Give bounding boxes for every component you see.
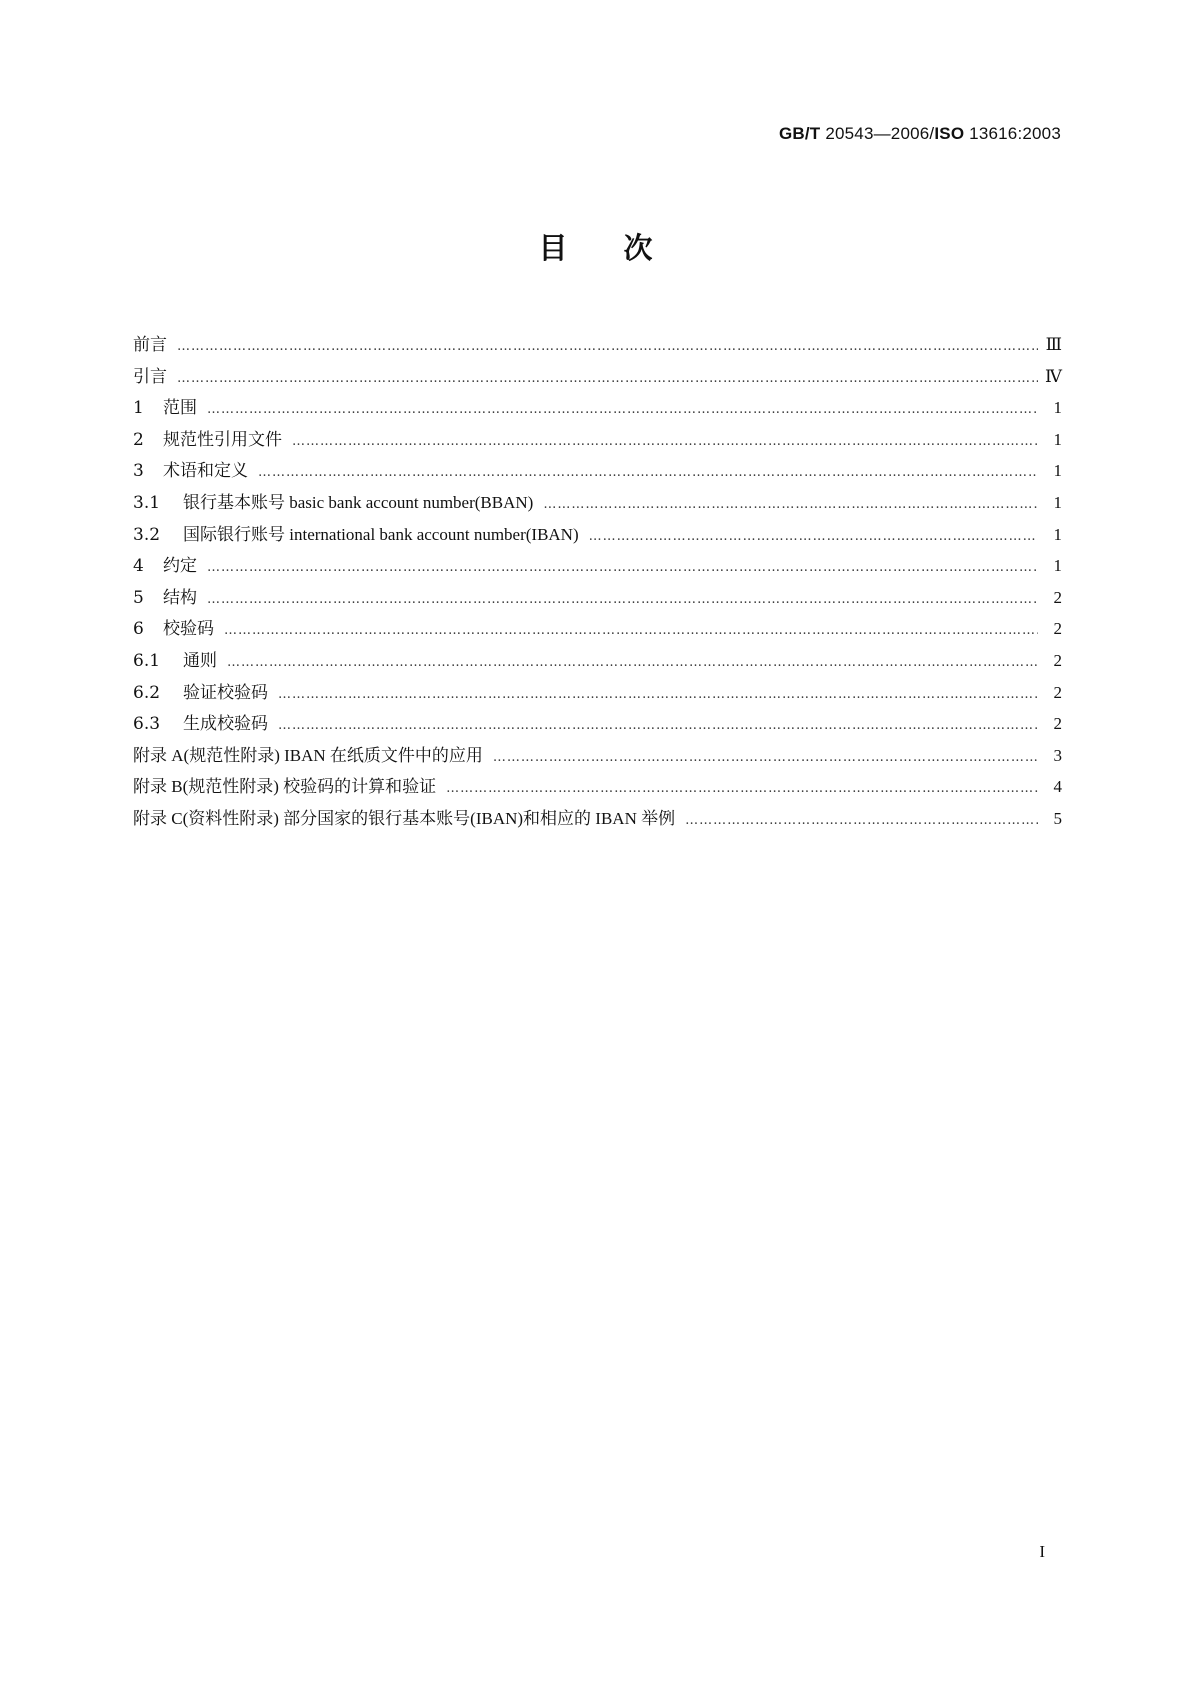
toc-entry-text bbox=[133, 551, 207, 576]
toc-entry-label: 附录 A(规范性附录) IBAN 在纸质文件中的应用 bbox=[133, 745, 483, 765]
toc-entry-text bbox=[133, 456, 258, 481]
toc-entry-number: 6.1 bbox=[133, 650, 161, 671]
toc-entry-5[interactable] bbox=[133, 583, 1062, 615]
toc-entry-3[interactable] bbox=[133, 456, 1062, 488]
standard-number: 20543—2006/ bbox=[820, 124, 935, 143]
toc-leader-dots bbox=[207, 560, 1038, 575]
toc-leader-dots bbox=[278, 687, 1038, 702]
toc-entry-label: 约定 bbox=[163, 556, 197, 577]
toc-page-number: 2 bbox=[1053, 587, 1062, 607]
toc-entry-number: 5 bbox=[133, 587, 144, 608]
toc-entry-label: 范围 bbox=[163, 398, 197, 419]
toc-entry-text bbox=[133, 709, 278, 734]
toc-entry-label: 附录 B(规范性附录) 校验码的计算和验证 bbox=[133, 777, 437, 797]
toc-entry-number: 2 bbox=[133, 429, 144, 450]
toc-entry-label: 附录 C(资料性附录) 部分国家的银行基本账号(IBAN)和相应的 IBAN 举例 bbox=[133, 808, 676, 828]
toc-page-number: 2 bbox=[1053, 714, 1062, 734]
toc-leader-dots bbox=[177, 339, 1038, 354]
toc-entry-label: 验证校验码 bbox=[183, 682, 268, 703]
toc-page-number: Ⅲ bbox=[1045, 335, 1062, 354]
toc-entry-3-1[interactable] bbox=[133, 488, 1062, 520]
toc-entry-label: 校验码 bbox=[163, 619, 214, 640]
toc-page-number: 2 bbox=[1053, 650, 1062, 670]
toc-leader-dots bbox=[177, 371, 1038, 386]
toc-entry-number: 3.2 bbox=[133, 524, 161, 545]
standard-code bbox=[779, 124, 1061, 144]
toc-entry-annex-a[interactable] bbox=[133, 741, 1062, 773]
toc-leader-dots bbox=[543, 497, 1038, 512]
toc-entry-1[interactable] bbox=[133, 393, 1062, 425]
toc-entry-label: 术语和定义 bbox=[163, 461, 248, 482]
toc-entry-text bbox=[133, 583, 207, 608]
toc-entry-3-2[interactable] bbox=[133, 520, 1062, 552]
toc-page-number: 2 bbox=[1053, 619, 1062, 639]
toc-leader-dots bbox=[278, 718, 1038, 733]
toc-leader-dots bbox=[685, 813, 1038, 828]
toc-entry-number: 3.1 bbox=[133, 492, 161, 513]
toc-entry-number: 6.3 bbox=[133, 714, 161, 735]
toc-entry-6[interactable] bbox=[133, 614, 1062, 646]
toc-entry-6-2[interactable] bbox=[133, 678, 1062, 710]
toc-entry-label: 国际银行账号 international bank account number(IBAN) bbox=[183, 524, 579, 544]
toc-entry-text bbox=[133, 520, 589, 545]
page-title: 目次 bbox=[538, 231, 709, 265]
toc-page-number: Ⅳ bbox=[1045, 366, 1062, 386]
toc-page-number: 2 bbox=[1053, 682, 1062, 702]
standard-prefix: GB/T bbox=[778, 124, 821, 143]
toc-entry-label: 通则 bbox=[183, 650, 217, 671]
toc-leader-dots bbox=[292, 434, 1038, 449]
toc-page-number: 1 bbox=[1053, 461, 1062, 481]
page-folio: I bbox=[1039, 1542, 1045, 1561]
toc-leader-dots bbox=[258, 465, 1038, 480]
toc-page-number: 1 bbox=[1053, 556, 1062, 576]
toc-entry-number: 6.2 bbox=[133, 682, 161, 703]
toc-leader-dots bbox=[589, 529, 1038, 544]
toc-entry-introduction[interactable] bbox=[133, 362, 1062, 394]
iso-number: 13616:2003 bbox=[964, 124, 1061, 143]
toc-leader-dots bbox=[227, 655, 1038, 670]
toc-entry-label: 生成校验码 bbox=[183, 714, 268, 735]
toc-leader-dots bbox=[493, 750, 1038, 765]
toc-entry-label: 银行基本账号 basic bank account number(BBAN) bbox=[183, 492, 534, 512]
table-of-contents bbox=[133, 330, 1062, 836]
toc-entry-6-3[interactable] bbox=[133, 709, 1062, 741]
toc-page-number: 1 bbox=[1053, 524, 1062, 544]
toc-entry-label: 规范性引用文件 bbox=[163, 429, 282, 450]
toc-page-number: 5 bbox=[1053, 808, 1062, 828]
toc-leader-dots bbox=[224, 623, 1038, 638]
toc-entry-number: 1 bbox=[133, 398, 144, 419]
toc-leader-dots bbox=[207, 402, 1038, 417]
toc-entry-label: 前言 bbox=[133, 335, 167, 355]
toc-entry-2[interactable] bbox=[133, 425, 1062, 457]
toc-entry-number: 6 bbox=[133, 619, 144, 640]
toc-entry-text bbox=[133, 425, 292, 450]
toc-entry-4[interactable] bbox=[133, 551, 1062, 583]
toc-page-number: 1 bbox=[1053, 429, 1062, 449]
toc-entry-6-1[interactable] bbox=[133, 646, 1062, 678]
toc-page-number: 1 bbox=[1053, 492, 1062, 512]
toc-entry-text bbox=[133, 488, 543, 513]
toc-leader-dots bbox=[446, 781, 1038, 796]
toc-entry-number: 3 bbox=[133, 461, 144, 482]
toc-entry-number: 4 bbox=[133, 556, 144, 577]
toc-entry-preface[interactable] bbox=[133, 330, 1062, 362]
toc-entry-text bbox=[133, 393, 207, 418]
toc-entry-annex-c[interactable] bbox=[133, 804, 1062, 836]
iso-prefix: ISO bbox=[934, 124, 965, 143]
toc-page-number: 3 bbox=[1053, 745, 1062, 765]
toc-entry-label: 引言 bbox=[133, 366, 167, 387]
toc-page-number: 4 bbox=[1053, 777, 1062, 797]
toc-entry-text bbox=[133, 678, 278, 703]
toc-entry-annex-b[interactable] bbox=[133, 772, 1062, 804]
toc-entry-label: 结构 bbox=[163, 587, 197, 608]
toc-page-number: 1 bbox=[1053, 398, 1062, 418]
toc-entry-text bbox=[133, 614, 224, 639]
toc-entry-text bbox=[133, 646, 227, 671]
toc-leader-dots bbox=[207, 592, 1038, 607]
